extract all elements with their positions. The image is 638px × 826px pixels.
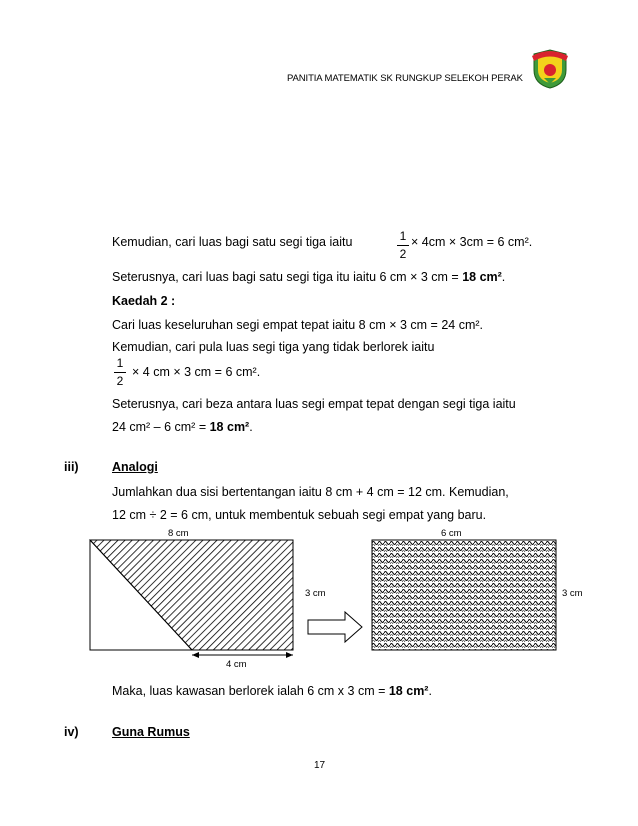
kaedah2-title: Kaedah 2 :	[112, 294, 176, 308]
transform-arrow	[308, 612, 362, 642]
section-iii-numeral: iii)	[64, 460, 79, 474]
label-3cm-left: 3 cm	[305, 588, 326, 599]
section-iii-line1: Jumlahkan dua sisi bertentangan iaitu 8 cm + 4 cm = 12 cm. Kemudian,	[112, 485, 509, 499]
kaedah2-fraction-denominator: 2	[116, 374, 124, 388]
kaedah2-line3: × 4 cm × 3 cm = 6 cm².	[132, 365, 261, 379]
kaedah1-line1-suffix: × 4cm × 3cm = 6 cm².	[411, 235, 533, 249]
section-iii-line2: 12 cm ÷ 2 = 6 cm, untuk membentuk sebuah segi empat yang baru.	[112, 508, 487, 522]
kaedah2-line5-text: 24 cm² – 6 cm² =	[112, 420, 210, 434]
kaedah2-line5-end: .	[249, 420, 253, 434]
section-iii-conclusion	[112, 684, 432, 698]
label-3cm-right: 3 cm	[562, 588, 583, 599]
section-iii-heading: Analogi	[112, 460, 158, 474]
kaedah2-line4: Seterusnya, cari beza antara luas segi empat tepat dengan segi tiga iaitu	[112, 397, 516, 411]
kaedah2-line5-answer: 18 cm²	[209, 420, 250, 434]
section-iv-heading: Guna Rumus	[112, 725, 190, 739]
kaedah1-fraction-denominator: 2	[399, 247, 407, 261]
kaedah1-line1-prefix: Kemudian, cari luas bagi satu segi tiga iaitu	[112, 235, 353, 249]
label-4cm: 4 cm	[226, 659, 247, 670]
new-rectangle	[372, 540, 556, 650]
page-header: PANITIA MATEMATIK SK RUNGKUP SELEKOH PERAK	[287, 73, 523, 84]
conclusion-end: .	[428, 684, 432, 698]
section-iv-numeral: iv)	[64, 725, 79, 739]
kaedah2-fraction-numerator: 1	[116, 356, 124, 370]
page-number: 17	[314, 760, 326, 771]
kaedah1-line2-text: Seterusnya, cari luas bagi satu segi tiga itu iaitu 6 cm × 3 cm =	[112, 270, 463, 284]
kaedah1-line2-end: .	[501, 270, 506, 284]
kaedah2-line1: Cari luas keseluruhan segi empat tepat iaitu 8 cm × 3 cm = 24 cm².	[112, 318, 484, 332]
conclusion-text: Maka, luas kawasan berlorek ialah 6 cm x 3 cm =	[112, 684, 389, 698]
label-6cm: 6 cm	[441, 528, 462, 539]
kaedah1-line2-answer: 18 cm²	[462, 270, 502, 284]
conclusion-answer: 18 cm²	[388, 684, 429, 698]
label-8cm: 8 cm	[168, 528, 189, 539]
kaedah2-line2: Kemudian, cari pula luas segi tiga yang tidak berlorek iaitu	[112, 340, 435, 354]
kaedah1-fraction-numerator: 1	[399, 229, 407, 243]
